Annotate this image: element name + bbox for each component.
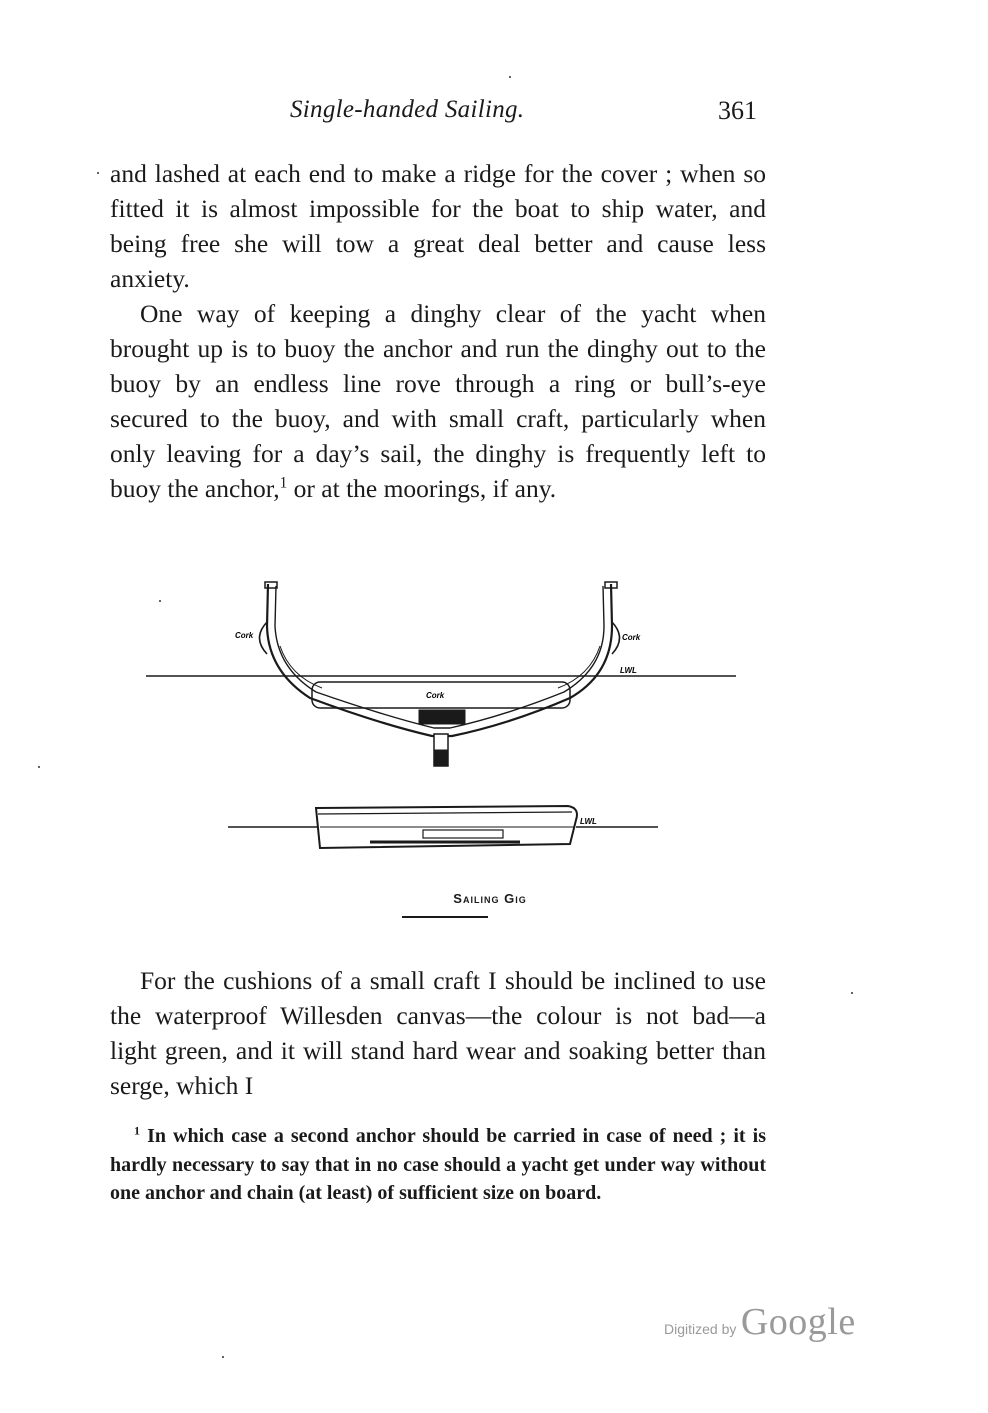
boat-drawing [140,576,740,886]
footnote-paragraph [110,1122,766,1208]
paragraph-dinghy-text: One way of keeping a dinghy clear of the yacht when brought up is to buoy the anchor and run the dinghy out to the buoy by an endless line rove through a ring or bull’s-eye secured to the buoy, and with small craft, particularly when only leaving for a day’s sail, the dinghy is frequently left to buoy the anchor, [110,299,766,503]
watermark-prefix: Digitized by [664,1321,737,1337]
paragraph-dinghy-tail: or at the moorings, if any. [287,474,557,503]
cork-fender-left [260,622,268,654]
midship-section [146,582,736,766]
footnote-reference: 1 [279,474,288,492]
footnote-marker: 1 [134,1123,140,1138]
label-cork-right: Cork [622,633,641,642]
caption-rule [402,916,488,918]
print-speck [851,992,853,994]
print-speck [97,172,99,174]
print-speck [38,766,40,768]
label-cork-left: Cork [235,631,254,640]
running-title: Single-handed Sailing. [290,96,525,123]
paragraph-continuation: and lashed at each end to make a ridge for the cover ; when so fitted it is almost impossible for the boat to ship water, and being free she will tow a great deal better and cause less anxiety. [110,159,766,293]
print-speck [509,76,511,78]
caption-text: Sailing Gig [453,891,527,906]
label-cork-center: Cork [426,691,445,700]
profile-view [228,806,658,848]
footnote-text: In which case a second anchor should be carried in case of need ; it is hardly necessary to say that in no case should a yacht get under way without one anchor and chain (at least) of sufficient size on board. [110,1125,766,1204]
page-number: 361 [718,96,757,125]
watermark-brand: Google [740,1301,856,1343]
sailing-gig-figure [140,576,740,926]
body-text-top [110,156,766,506]
print-speck [222,1356,224,1358]
paragraph-cushions: For the cushions of a small craft I should be inclined to use the waterproof Willesden canvas—the colour is not bad—a light green, and it will stand hard wear and soaking better than serge, which I [110,966,766,1100]
paragraph-dinghy [110,296,766,506]
keel-weight [434,750,448,766]
digitized-watermark [664,1300,856,1344]
sheer-strake [318,812,572,814]
print-speck [159,600,161,602]
label-lwl-profile: LWL [580,817,597,826]
centreboard-case [423,830,503,838]
hull-inner [275,586,604,728]
figure-caption [140,891,840,906]
keel-block [419,710,465,724]
label-lwl-section: LWL [620,666,637,675]
gunwale-left [265,582,277,588]
cork-fender-right [612,622,620,654]
body-text-bottom [110,963,766,1103]
footnote [110,1122,766,1208]
